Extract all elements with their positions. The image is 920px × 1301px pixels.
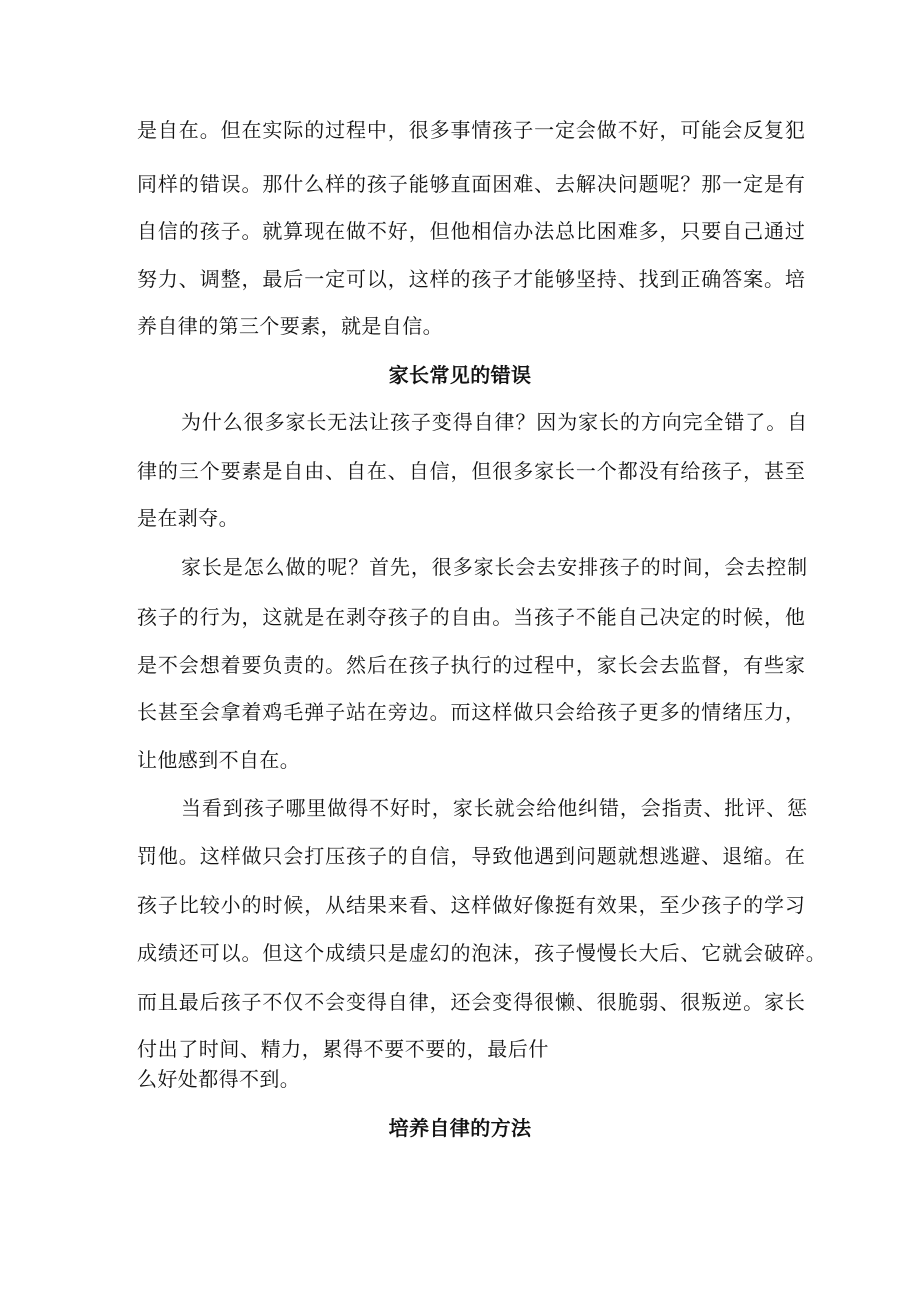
- paragraph-line: 是在剥夺。: [137, 506, 239, 530]
- paragraph-line: 律的三个要素是自由、自在、自信，但很多家长一个都没有给孩子，甚至: [137, 459, 806, 483]
- paragraph-line: 长甚至会拿着鸡毛弹子站在旁边。而这样做只会给孩子更多的情绪压力，: [137, 700, 806, 724]
- paragraph-line: 罚他。这样做只会打压孩子的自信，导致他遇到问题就想逃避、退缩。在: [137, 844, 806, 868]
- paragraph-line: 么好处都得不到。: [137, 1067, 301, 1091]
- paragraph-line: 家长是怎么做的呢？首先，很多家长会去安排孩子的时间，会去控制: [181, 555, 808, 579]
- paragraph-line: 付出了时间、精力，累得不要不要的，最后什: [137, 1037, 549, 1061]
- paragraph-line: 为什么很多家长无法让孩子变得自律？因为家长的方向完全错了。自: [181, 410, 808, 434]
- paragraph-line: 当看到孩子哪里做得不好时，家长就会给他纠错，会指责、批评、惩: [181, 796, 808, 820]
- paragraph-line: 孩子的行为，这就是在剥夺孩子的自由。当孩子不能自己决定的时候，他: [137, 605, 806, 629]
- paragraph-line: 孩子比较小的时候，从结果来看、这样做好像挺有效果，至少孩子的学习: [137, 893, 806, 917]
- paragraph-line: 自信的孩子。就算现在做不好，但他相信办法总比困难多，只要自己通过: [137, 219, 806, 243]
- paragraph-line: 是不会想着要负责的。然后在孩子执行的过程中，家长会去监督，有些家: [137, 653, 806, 677]
- paragraph-line: 成绩还可以。但这个成绩只是虚幻的泡沫，孩子慢慢长大后、它就会破碎。: [137, 941, 827, 965]
- paragraph-line: 是自在。但在实际的过程中，很多事情孩子一定会做不好，可能会反复犯: [137, 118, 806, 142]
- section-heading: 培养自律的方法: [388, 1116, 532, 1140]
- paragraph-line: 让他感到不自在。: [137, 748, 301, 772]
- paragraph-line: 同样的错误。那什么样的孩子能够直面困难、去解决问题呢？那一定是有: [137, 172, 806, 196]
- paragraph-line: 养自律的第三个要素，就是自信。: [137, 314, 443, 338]
- paragraph-line: 而且最后孩子不仅不会变得自律，还会变得很懒、很脆弱、很叛逆。家长: [137, 990, 806, 1014]
- paragraph-line: 努力、调整，最后一定可以，这样的孩子才能够坚持、找到正确答案。培: [137, 267, 806, 291]
- section-heading: 家长常见的错误: [388, 363, 532, 387]
